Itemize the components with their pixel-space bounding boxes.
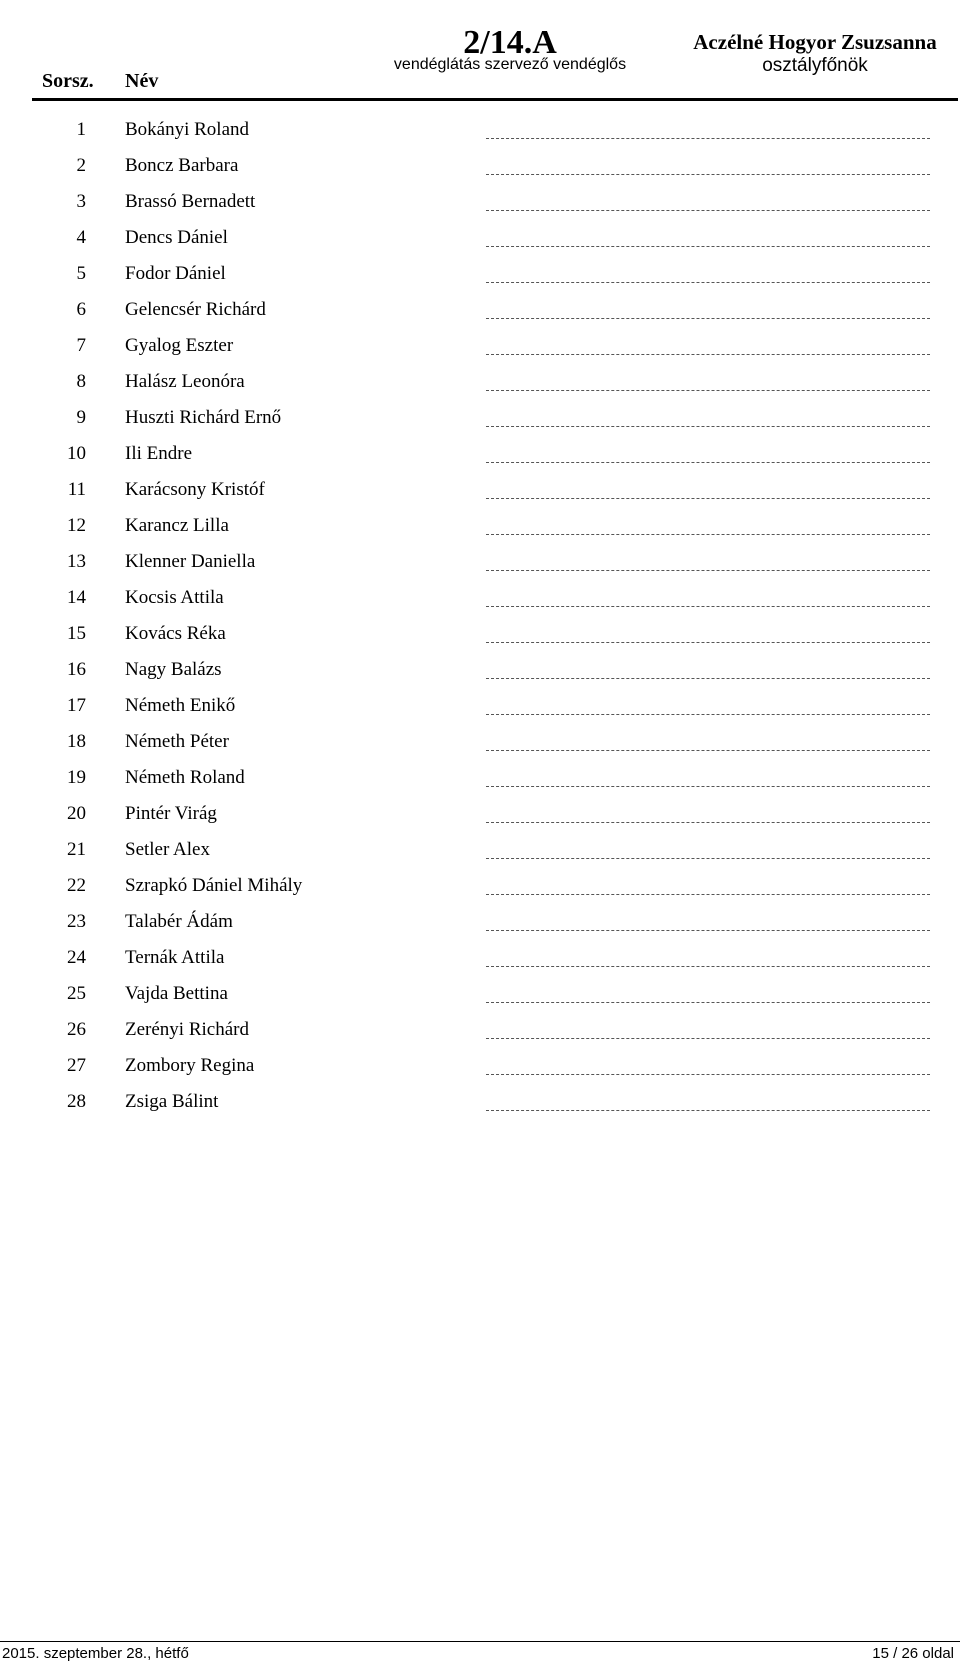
student-name: Nagy Balázs — [125, 659, 222, 680]
student-number: 21 — [67, 839, 86, 860]
signature-line — [486, 858, 930, 859]
student-number: 9 — [76, 407, 86, 428]
student-number: 7 — [76, 335, 86, 356]
signature-line — [486, 894, 930, 895]
student-row — [0, 402, 960, 438]
student-row — [0, 258, 960, 294]
student-row — [0, 582, 960, 618]
student-name: Kocsis Attila — [125, 587, 224, 608]
signature-line — [486, 678, 930, 679]
student-number: 4 — [76, 227, 86, 248]
student-row — [0, 834, 960, 870]
header-divider — [32, 98, 958, 101]
student-row — [0, 726, 960, 762]
student-name: Kovács Réka — [125, 623, 226, 644]
student-row — [0, 330, 960, 366]
student-number: 26 — [67, 1019, 86, 1040]
student-number: 14 — [67, 587, 86, 608]
student-name: Gelencsér Richárd — [125, 299, 266, 320]
student-number: 12 — [67, 515, 86, 536]
student-name: Pintér Virág — [125, 803, 217, 824]
signature-line — [486, 462, 930, 463]
student-number: 23 — [67, 911, 86, 932]
signature-line — [486, 1002, 930, 1003]
student-name: Gyalog Eszter — [125, 335, 234, 356]
student-row — [0, 618, 960, 654]
student-name: Ili Endre — [125, 443, 193, 464]
student-row — [0, 762, 960, 798]
student-name: Németh Enikő — [125, 695, 236, 716]
student-number: 1 — [76, 119, 86, 140]
student-name: Bokányi Roland — [125, 119, 250, 140]
signature-line — [486, 1110, 930, 1111]
student-name: Németh Péter — [125, 731, 229, 752]
column-header-name: Név — [125, 70, 159, 92]
student-row — [0, 510, 960, 546]
student-name: Fodor Dániel — [125, 263, 226, 284]
student-number: 8 — [76, 371, 86, 392]
student-row — [0, 186, 960, 222]
signature-line — [486, 498, 930, 499]
student-name: Szrapkó Dániel Mihály — [125, 875, 303, 896]
student-row — [0, 150, 960, 186]
footer-date: 2015. szeptember 28., hétfő — [2, 1645, 189, 1662]
signature-line — [486, 534, 930, 535]
student-row — [0, 1050, 960, 1086]
student-number: 2 — [76, 155, 86, 176]
student-name: Talabér Ádám — [125, 911, 233, 932]
student-name: Vajda Bettina — [125, 983, 228, 1004]
student-row — [0, 942, 960, 978]
student-row — [0, 654, 960, 690]
signature-line — [486, 246, 930, 247]
signature-line — [486, 1074, 930, 1075]
student-number: 22 — [67, 875, 86, 896]
signature-line — [486, 390, 930, 391]
signature-line — [486, 930, 930, 931]
student-row — [0, 798, 960, 834]
student-row — [0, 870, 960, 906]
student-row — [0, 114, 960, 150]
student-number: 19 — [67, 767, 86, 788]
student-row — [0, 1014, 960, 1050]
student-row — [0, 438, 960, 474]
signature-line — [486, 174, 930, 175]
student-name: Halász Leonóra — [125, 371, 245, 392]
student-row — [0, 546, 960, 582]
teacher-name: Aczélné Hogyor Zsuzsanna — [693, 30, 937, 54]
student-name: Boncz Barbara — [125, 155, 239, 176]
student-number: 5 — [76, 263, 86, 284]
student-row — [0, 978, 960, 1014]
signature-line — [486, 570, 930, 571]
student-name: Klenner Daniella — [125, 551, 256, 572]
student-number: 11 — [67, 479, 86, 500]
signature-line — [486, 318, 930, 319]
footer-divider — [0, 1641, 960, 1642]
student-row — [0, 906, 960, 942]
signature-line — [486, 966, 930, 967]
student-number: 28 — [67, 1091, 86, 1112]
signature-line — [486, 750, 930, 751]
student-number: 20 — [67, 803, 86, 824]
signature-line — [486, 282, 930, 283]
signature-line — [486, 210, 930, 211]
student-name: Karácsony Kristóf — [125, 479, 265, 500]
student-row — [0, 474, 960, 510]
teacher-role: osztályfőnök — [762, 55, 868, 76]
student-row — [0, 1086, 960, 1122]
student-number: 3 — [76, 191, 86, 212]
class-name: 2/14.A — [463, 24, 557, 61]
student-number: 13 — [67, 551, 86, 572]
student-row — [0, 222, 960, 258]
student-name: Zombory Regina — [125, 1055, 255, 1076]
student-number: 15 — [67, 623, 86, 644]
signature-line — [486, 786, 930, 787]
signature-line — [486, 822, 930, 823]
signature-line — [486, 642, 930, 643]
signature-line — [486, 714, 930, 715]
program-name: vendéglátás szervező vendéglős — [393, 56, 627, 73]
student-name: Zsiga Bálint — [125, 1091, 219, 1112]
signature-line — [486, 354, 930, 355]
student-number: 10 — [67, 443, 86, 464]
page-header — [0, 0, 960, 100]
student-number: 17 — [67, 695, 86, 716]
student-list — [0, 114, 960, 1122]
student-name: Setler Alex — [125, 839, 210, 860]
student-name: Németh Roland — [125, 767, 245, 788]
student-name: Dencs Dániel — [125, 227, 228, 248]
student-name: Ternák Attila — [125, 947, 225, 968]
student-name: Zerényi Richárd — [125, 1019, 249, 1040]
student-number: 27 — [67, 1055, 86, 1076]
footer-page-number: 15 / 26 oldal — [872, 1645, 954, 1662]
student-number: 16 — [67, 659, 86, 680]
student-number: 24 — [67, 947, 86, 968]
student-number: 25 — [67, 983, 86, 1004]
student-row — [0, 294, 960, 330]
student-row — [0, 366, 960, 402]
student-row — [0, 690, 960, 726]
student-number: 6 — [76, 299, 86, 320]
signature-line — [486, 138, 930, 139]
student-name: Huszti Richárd Ernő — [125, 407, 282, 428]
column-header-number: Sorsz. — [42, 70, 94, 92]
signature-line — [486, 606, 930, 607]
student-name: Brassó Bernadett — [125, 191, 256, 212]
student-number: 18 — [67, 731, 86, 752]
signature-line — [486, 1038, 930, 1039]
student-name: Karancz Lilla — [125, 515, 229, 536]
signature-line — [486, 426, 930, 427]
